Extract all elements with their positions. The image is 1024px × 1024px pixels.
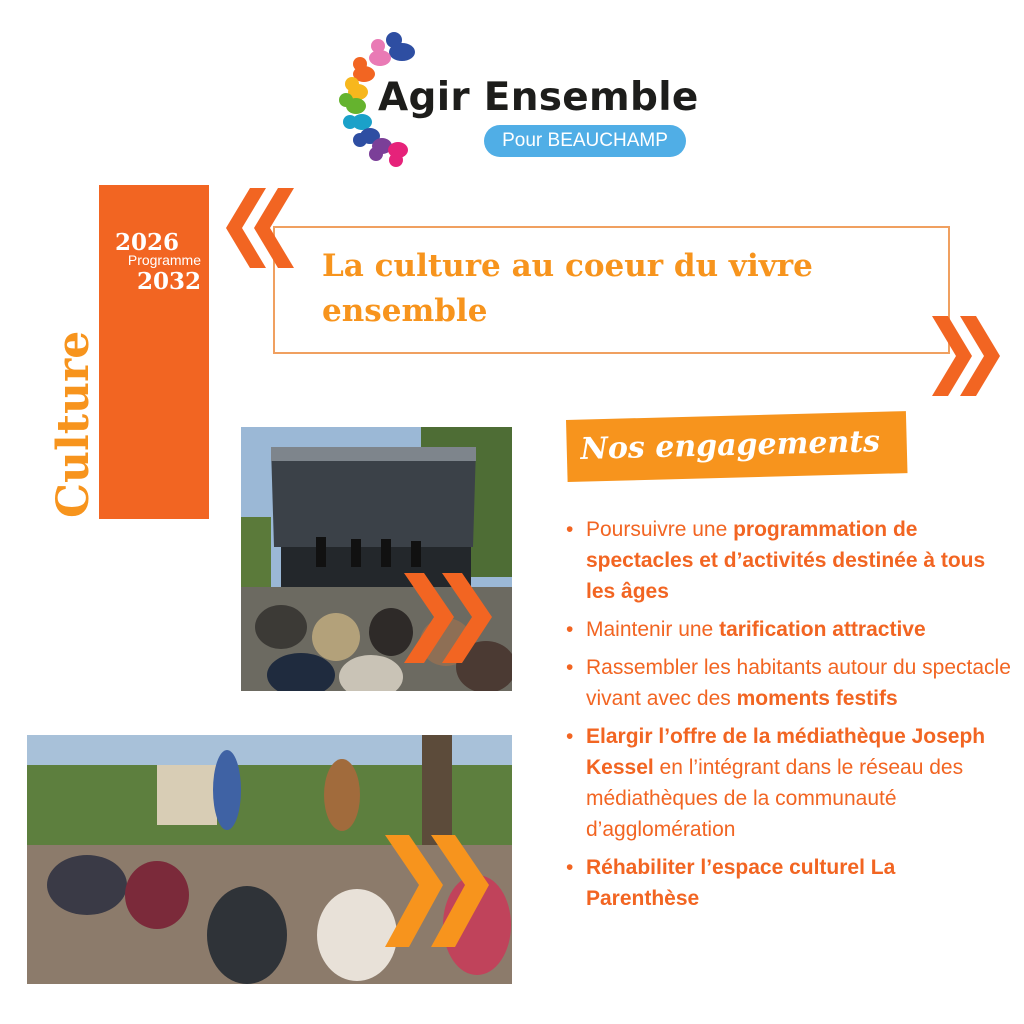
list-item (562, 614, 1012, 645)
item-highlight: programmation de spectacles et d’activités destinée à tous les âges (586, 518, 986, 603)
item-highlight: Elargir l’offre de la médiathèque Joseph Kessel (586, 725, 986, 779)
engagements-title: Nos engagements (580, 424, 881, 467)
concert-photo (241, 427, 512, 691)
year-end: 2032 (136, 268, 201, 295)
programme-label: Programme (127, 252, 201, 268)
item-highlight: tarification attractive (719, 618, 926, 641)
list-item (562, 721, 1012, 845)
double-chevron-left-icon (224, 188, 298, 268)
list-item (562, 514, 1012, 607)
page-title: La culture au coeur du vivre ensemble (322, 248, 813, 329)
item-highlight: moments festifs (736, 687, 898, 710)
item-highlight: Réhabiliter l’espace culturel La Parenthèse (586, 856, 896, 910)
year-start: 2026 (114, 229, 179, 256)
list-item (562, 852, 1012, 914)
section-label: Culture (48, 330, 99, 518)
item-text: en l’intégrant dans le réseau des médiathèques de la communauté d’agglomération (586, 756, 964, 841)
item-text: Maintenir une (586, 618, 720, 641)
logo-title: Agir Ensemble (378, 75, 699, 120)
logo-subtitle-badge: Pour BEAUCHAMP (484, 125, 686, 157)
engagement-list (562, 514, 1012, 921)
item-text: Poursuivre une (586, 518, 734, 541)
double-chevron-right-icon (928, 316, 1004, 396)
item-text: Rassembler les habitants autour du spectacle vivant avec des (586, 656, 1011, 710)
list-item (562, 652, 1012, 714)
parade-photo (27, 735, 512, 984)
